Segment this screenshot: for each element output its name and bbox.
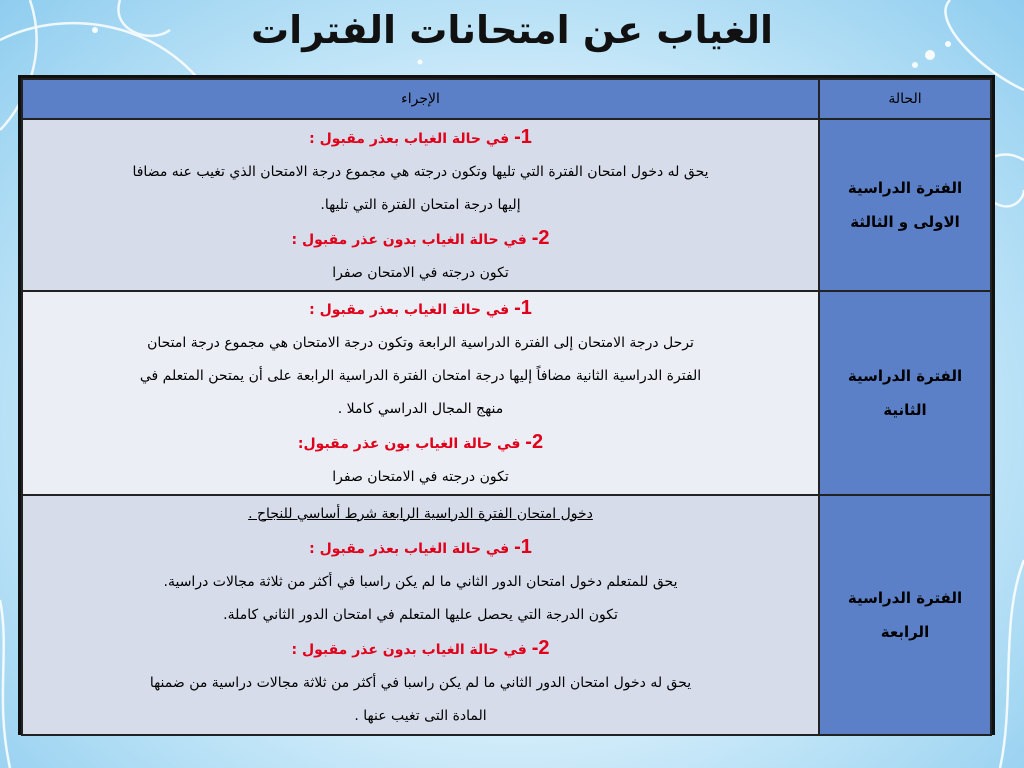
case-heading [23,426,818,461]
status-line: الاولى و الثالثة [850,213,960,231]
case-number: 2- [525,431,544,453]
rule-intro: دخول امتحان الفترة الدراسية الرابعة شرط أساسي للنجاح . [248,505,593,522]
case-number: 1- [514,297,532,319]
table-header-row [22,79,991,119]
rule-text: يحق له دخول امتحان الدور الثاني ما لم يكن راسبا في أكثر من ثلاثة مجالات دراسية من ضمنها [149,674,692,691]
case-number: 2- [531,226,550,249]
rule-text: ترحل درجة الامتحان إلى الفترة الدراسية الرابعة وتكون درجة الامتحان هي مجموع درجة امتحان [147,335,694,351]
case-label: في حالة الغياب بون عذر مقبول: [297,436,521,452]
case-heading [23,121,818,156]
case-heading [23,632,818,667]
rule-text: منهج المجال الدراسي كاملا . [337,401,504,417]
status-cell [819,291,991,495]
status-cell [819,119,991,291]
action-cell [22,495,819,735]
rule-text: تكون درجته في الامتحان صفرا [332,264,509,281]
case-label: في حالة الغياب بعذر مقبول : [309,302,510,318]
table-row [22,119,991,291]
status-line: الفترة الدراسية [847,367,963,385]
rule-text: يحق له دخول امتحان الفترة التي تليها وتكون درجته هي مجموع درجة الامتحان الذي تغيب عنه مضافا [132,163,709,180]
status-line: الثانية [883,401,927,419]
status-line: الفترة الدراسية [847,179,963,197]
rules-table [18,75,995,735]
absence-rules-table [21,78,992,736]
status-line: الفترة الدراسية [847,589,963,607]
rule-text: تكون درجته في الامتحان صفرا [332,469,509,485]
case-number: 1- [514,535,532,558]
action-cell [22,291,819,495]
rule-text: المادة التى تغيب عنها . [354,707,487,724]
case-label: في حالة الغياب بدون عذر مقبول : [291,641,527,658]
table-row [22,291,991,495]
case-heading [23,222,818,257]
case-label: في حالة الغياب بدون عذر مقبول : [291,231,527,248]
case-heading [23,531,818,566]
rule-text: الفترة الدراسية الثانية مضافاً إليها درجة امتحان الفترة الدراسية الرابعة على أن يمتحن المتعلم في [139,368,702,384]
case-number: 1- [514,125,532,148]
header-action: الإجراء [22,79,819,119]
rule-text: تكون الدرجة التي يحصل عليها المتعلم في امتحان الدور الثاني كاملة. [223,606,618,623]
case-heading [23,292,818,327]
rule-text: إليها درجة امتحان الفترة التي تليها. [320,196,521,213]
header-status: الحالة [819,79,991,119]
table-row [22,495,991,735]
slide-title: الغياب عن امتحانات الفترات [251,8,773,52]
case-label: في حالة الغياب بعذر مقبول : [309,130,510,147]
status-line: الرابعة [880,623,930,641]
status-cell [819,495,991,735]
case-number: 2- [531,636,550,659]
rule-text: يحق للمتعلم دخول امتحان الدور الثاني ما لم يكن راسبا في أكثر من ثلاثة مجالات دراسية. [163,573,678,590]
case-label: في حالة الغياب بعذر مقبول : [309,540,510,557]
action-cell [22,119,819,291]
